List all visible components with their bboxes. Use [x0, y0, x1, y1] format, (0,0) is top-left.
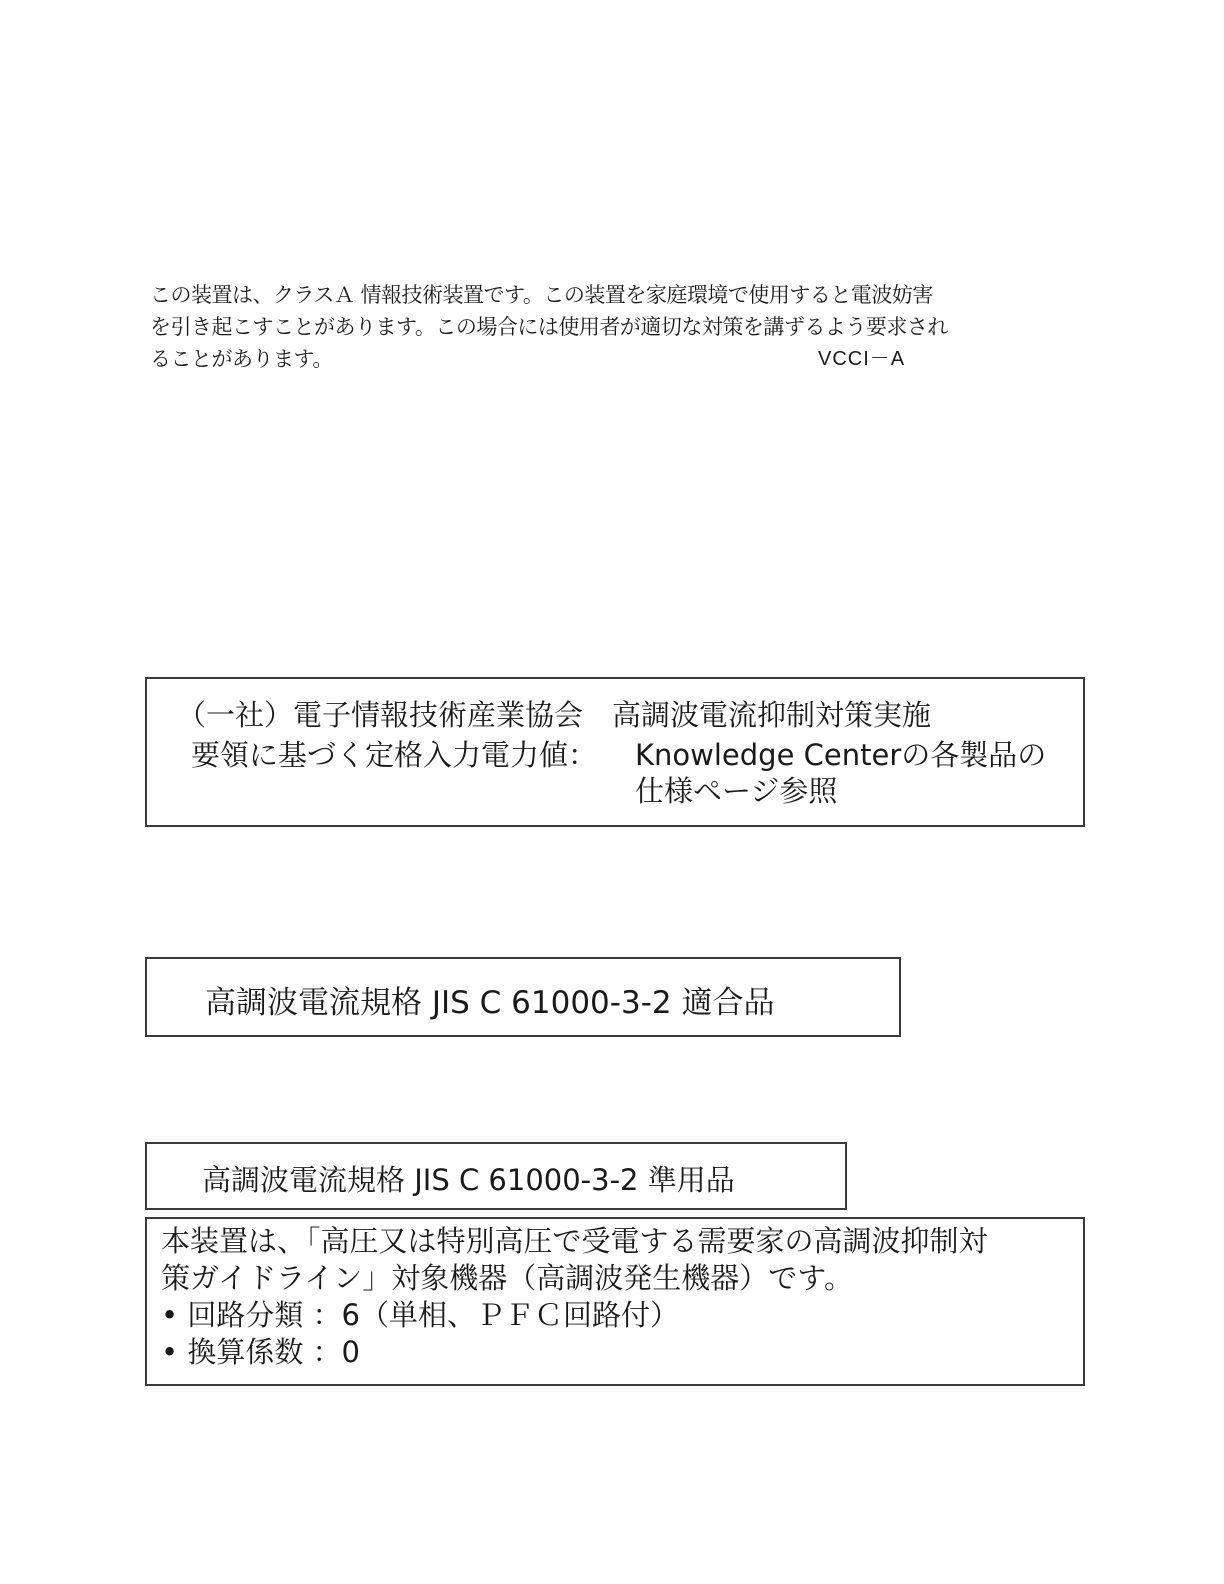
harmonic-conformity-text: 高調波電流規格 JIS C 61000-3-2 適合品 — [205, 985, 775, 1021]
vcci-notice — [150, 279, 970, 375]
jeita-box-value: Knowledge Centerの各製品の — [635, 738, 1047, 772]
vcci-notice-line: ることがあります。 — [150, 347, 333, 371]
guideline-line: 策ガイドライン」対象機器（高調波発生機器）です。 — [161, 1261, 853, 1295]
jeita-box-label: 要領に基づく定格入力電力値： — [191, 738, 598, 772]
vcci-notice-line: この装置は、クラスＡ 情報技術装置です。この装置を家庭環境で使用すると電波妨害 — [150, 283, 933, 307]
conversion-factor-item: • 換算係数 ：0 — [161, 1335, 360, 1369]
jeita-box-value: 仕様ページ参照 — [635, 774, 838, 808]
vcci-class-mark: VCCI－A — [818, 348, 906, 370]
harmonic-guideline-box — [145, 1217, 1085, 1386]
circuit-class-item: • 回路分類 ：6（単相、ＰＦＣ回路付） — [161, 1298, 679, 1332]
harmonic-applicable-box — [145, 1142, 847, 1210]
vcci-notice-line: を引き起こすことがあります。この場合には使用者が適切な対策を講ずるよう要求され — [150, 315, 948, 339]
guideline-line: 本装置は、「高圧又は特別高圧で受電する需要家の高調波抑制対 — [161, 1224, 988, 1258]
jeita-rated-power-box — [145, 677, 1085, 827]
harmonic-applicable-text: 高調波電流規格 JIS C 61000-3-2 準用品 — [202, 1163, 735, 1197]
jeita-box-line: （一社）電子情報技術産業協会 高調波電流抑制対策実施 — [177, 698, 932, 732]
harmonic-conformity-box — [145, 957, 901, 1037]
